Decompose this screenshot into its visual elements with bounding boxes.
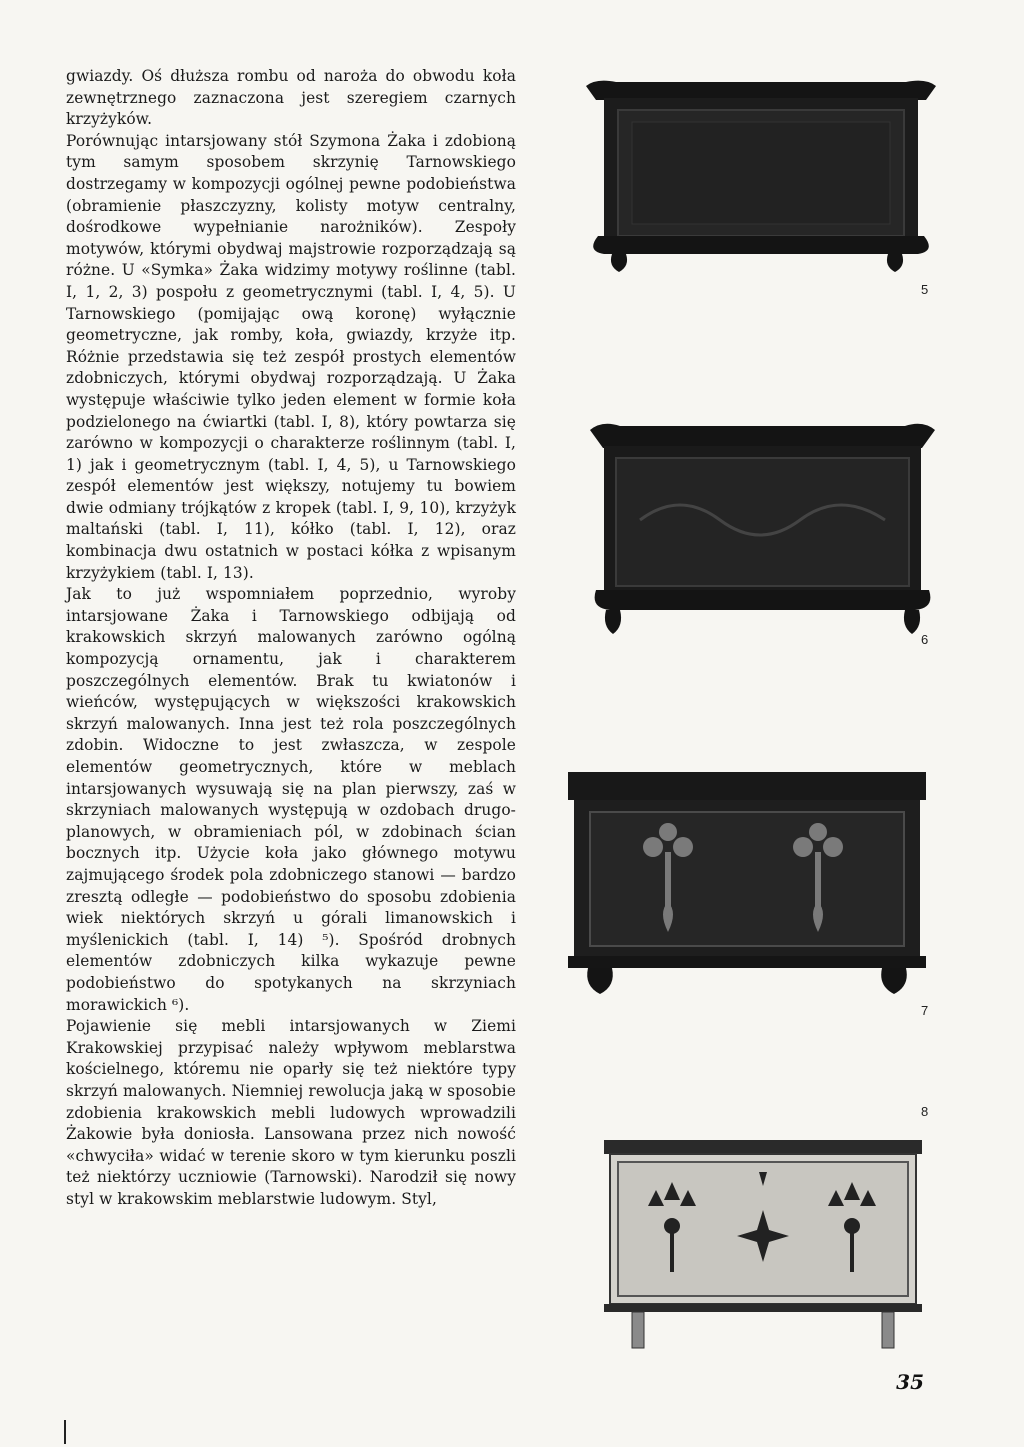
paragraph-2: Porównując intarsjowany stół Szymona Żaka i zdobioną tym samym sposobem skrzynię Tarnowskiego dostrzegamy w kompozycji ogólnej pewne podobieństwa (obramienie płaszczyzny, kolisty motyw centralny, dośrodkowe wypełnianie narożników). Zespoły motywów, którymi obydwaj majstrowie rozporządzają są różne. U «Symka» Żaka widzimy motywy roślinne (tabl. I, 1, 2, 3) pospołu z geometrycznymi (tabl. I, 4, 5). U Tarnowskiego (pomijając ową koronę) wyłącznie geometryczne, jak romby, koła, gwiazdy, krzyże itp. Różnie przedstawia się też zespół prostych elementów zdobniczych, którymi obydwaj rozporządzają. U Żaka występuje właściwie tylko jeden element w formie koła podzielonego na ćwiartki (tabl. I, 8), który powtarza się zarówno w kompozycji o charakterze roślinnym (tabl. I, 1) jak i geometrycznym (tabl. I, 4, 5), u Tarnowskiego zespół elementów jest większy, notujemy tu bowiem dwie odmiany trójkątów z kropek (tabl. I, 9, 10), krzyżyk maltański (tabl. I, 11), kółko (tabl. I, 12), oraz kombinacja dwu ostatnich w postaci kółka z wpisanym krzyżykiem (tabl. I, 13). bbox=[66, 131, 516, 582]
paragraph-3: Jak to już wspomniałem poprzednio, wyroby intarsjowane Żaka i Tarnowskiego odbijają od krakowskich skrzyń malowanych zarówno ogólną kompozycją ornamentu, jak i charakterem poszczególnych elementów. Brak tu kwiatonów i wieńców, występujących w większości krakowskich skrzyń malowanych. Inna jest też rola poszczególnych zdobin. Widoczne to jest zwłaszcza, w zespole elementów geometrycznych, które w meblach intarsjowanych wysuwają się na plan pierwszy, zaś w skrzyniach malowanych występują w ozdobach drugo-planowych, w obramieniach pól, w zdobinach ścian bocznych itp. Użycie koła jako głównego motywu zajmującego środek pola zdobniczego stanowi — bardzo zresztą odległe — podobieństwo do sposobu zdobienia wiek niektórych skrzyń u górali limanowskich i myślenickich (tabl. I, 14) ⁵). Spośród drobnych elementów zdobniczych kilka wykazuje pewne podobieństwo do spotykanych na skrzyniach morawickich ⁶). bbox=[66, 585, 516, 1014]
body-text bbox=[66, 66, 516, 1210]
figure-6-number: 6 bbox=[921, 632, 929, 647]
figure-8-chest-photo bbox=[604, 1140, 922, 1352]
paragraph-1: gwiazdy. Oś dłuższa rombu od naroża do obwodu koła zewnętrznego zaznaczona jest szeregiem czarnych krzyżyków. bbox=[66, 67, 516, 129]
figure-5-number: 5 bbox=[921, 282, 929, 297]
figure-7-number: 7 bbox=[921, 1003, 929, 1018]
margin-mark bbox=[64, 1420, 66, 1444]
figure-6-chest-photo bbox=[590, 420, 935, 640]
figure-7-chest-photo bbox=[568, 772, 926, 1000]
figure-8-number: 8 bbox=[921, 1104, 929, 1119]
figure-5-chest-photo bbox=[586, 76, 936, 276]
paragraph-4: Pojawienie się mebli intarsjowanych w Ziemi Krakowskiej przypisać należy wpływom meblarstwa kościelnego, któremu nie oparły się też niektóre typy skrzyń malowanych. Niemniej rewolucja jaką w sposobie zdobienia krakowskich mebli ludowych wprowadzili Żakowie była doniosła. Lansowana przez nich nowość «chwyciła» widać w terenie skoro w tym kierunku poszli też niektórzy uczniowie (Tarnowski). Narodził się nowy styl w krakowskim meblarstwie ludowym. Styl, bbox=[66, 1017, 516, 1208]
page-number: 35 bbox=[896, 1370, 924, 1394]
